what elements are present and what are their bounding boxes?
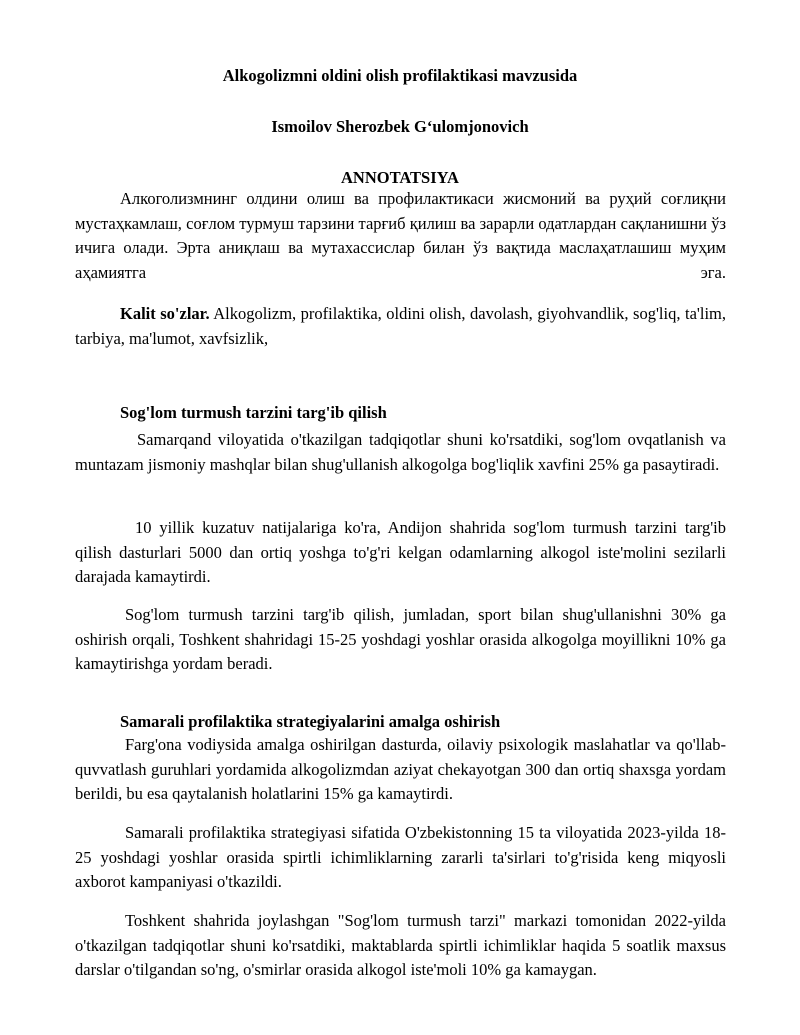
annotation-paragraph: Алкоголизмнинг олдини олиш ва профилактикаси жисмоний ва руҳий соғлиқни мустаҳкамлаш, соғлом турмуш тарзини тарғиб қилиш ва зарарли одатлардан сақланишни ўз ичига олади. Эрта аниқлаш ва мутахассислар билан ўз вақтида маслаҳатлашиш муҳим аҳамиятга эга. bbox=[75, 189, 726, 282]
body-paragraph: Toshkent shahrida joylashgan "Sog'lom turmush tarzi" markazi tomonidan 2022-yilda o'tkazilgan tadqiqotlar shuni ko'rsatdiki, maktablarda spirtli ichimliklar haqida 5 soatlik maxsus darslar o'tilgandan so'ng, o'smirlar orasida alkogol iste'moli 10% ga kamaygan. bbox=[75, 911, 726, 979]
keywords-paragraph bbox=[75, 302, 726, 351]
annotation-heading: ANNOTATSIYA bbox=[341, 168, 459, 187]
section-heading: Samarali profilaktika strategiyalarini amalga oshirish bbox=[120, 712, 501, 731]
paper-title: Alkogolizmni oldini olish profilaktikasi mavzusida bbox=[222, 66, 578, 85]
body-paragraph: Samarali profilaktika strategiyasi sifatida O'zbekistonning 15 ta viloyatida 2023-yilda 18-25 yoshdagi yoshlar orasida spirtli ichimliklarning zararli ta'sirlari to'g'risida keng miqyosli axborot kampaniyasi o'tkazildi. bbox=[75, 823, 726, 891]
body-paragraph: Samarqand viloyatida o'tkazilgan tadqiqotlar shuni ko'rsatdiki, sog'lom ovqatlanish va muntazam jismoniy mashqlar bilan shug'ullanish alkogolga bog'liqlik xavfini 25% ga pasaytiradi. bbox=[75, 430, 726, 474]
body-paragraph: Farg'ona vodiysida amalga oshirilgan dasturda, oilaviy psixologik maslahatlar va qo'llab-quvvatlash guruhlari yordamida alkogolizmdan aziyat chekayotgan 300 dan ortiq shaxsga yordam berildi, bu esa qaytalanish holatlarini 15% ga kamaytirdi. bbox=[75, 735, 726, 803]
author-name: Ismoilov Sherozbek G‘ulomjonovich bbox=[271, 117, 529, 136]
body-paragraph: 10 yillik kuzatuv natijalariga ko'ra, Andijon shahrida sog'lom turmush tarzini targ'ib qilish dasturlari 5000 dan ortiq yoshga to'g'ri kelgan odamlarning alkogol iste'molini sezilarli darajada kamaytirdi. bbox=[75, 518, 726, 586]
section-heading: Sog'lom turmush tarzini targ'ib qilish bbox=[120, 403, 387, 422]
keywords-label: Kalit so'zlar. bbox=[120, 304, 210, 323]
body-paragraph: Sog'lom turmush tarzini targ'ib qilish, jumladan, sport bilan shug'ullanishni 30% ga oshirish orqali, Toshkent shahridagi 15-25 yoshdagi yoshlar orasida alkogolga moyillikni 10% ga kamaytirishga yordam beradi. bbox=[75, 605, 726, 673]
keywords-list: Alkogolizm, profilaktika, oldini olish, davolash, giyohvandlik, sog'liq, ta'lim, tarbiya, ma'lumot, xavfsizlik, bbox=[75, 304, 726, 348]
